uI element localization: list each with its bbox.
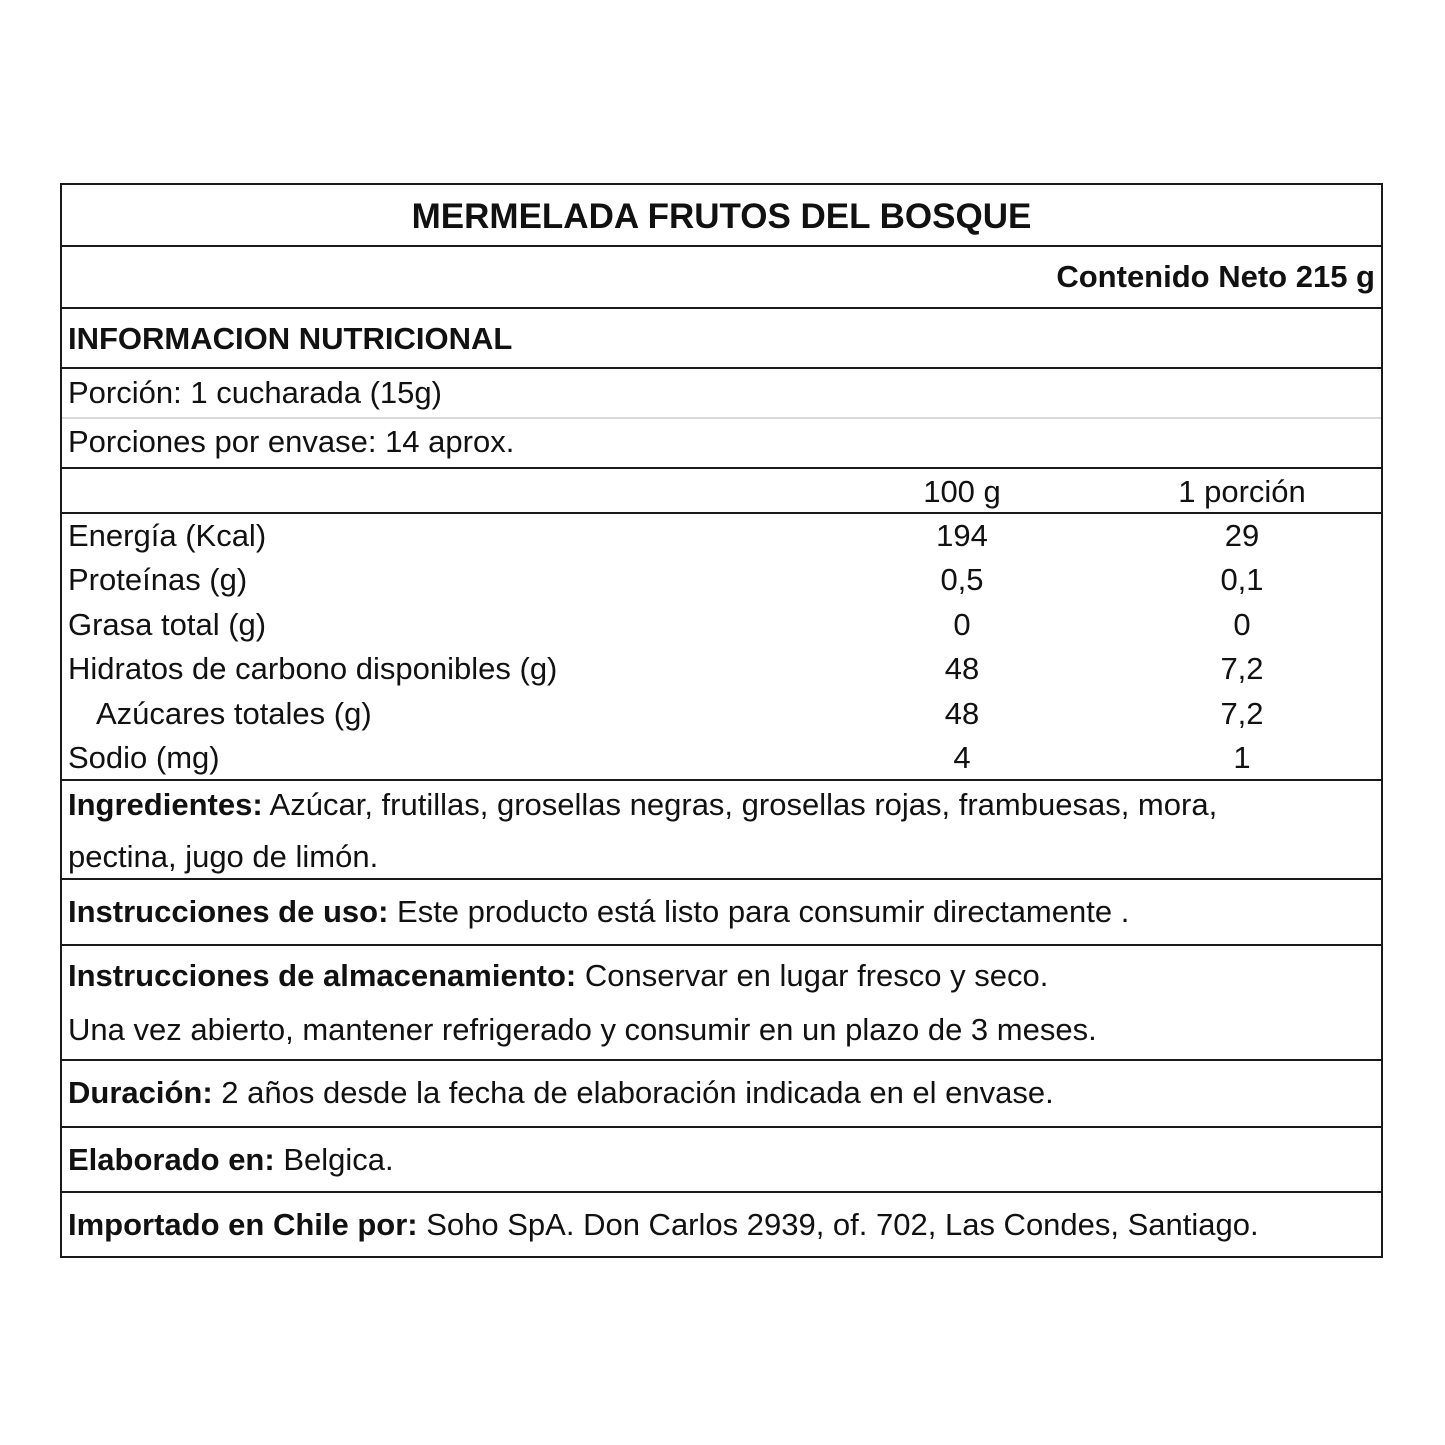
nutrient-table <box>62 514 1381 781</box>
duration-text: 2 años desde la fecha de elaboración indicada en el envase. <box>212 1075 1054 1110</box>
nutrient-value-100g: 0 <box>953 607 971 642</box>
nutrient-value-portion: 7,2 <box>1220 651 1264 686</box>
nutrient-name: Energía (Kcal) <box>68 518 267 553</box>
usage-label: Instrucciones de uso: <box>68 894 389 929</box>
usage-row <box>62 880 1381 946</box>
nutrient-name: Proteínas (g) <box>68 562 248 597</box>
made-in-row <box>62 1128 1381 1193</box>
net-content-row <box>62 247 1381 309</box>
storage-line-1 <box>68 958 1048 994</box>
nutrient-value-100g: 194 <box>936 518 988 553</box>
nutrient-value-100g: 0,5 <box>940 562 984 597</box>
made-in-line <box>68 1142 394 1178</box>
section-title-row <box>62 309 1381 369</box>
duration-row <box>62 1061 1381 1128</box>
portion-text: Porción: 1 cucharada (15g) <box>68 375 442 410</box>
importer-label: Importado en Chile por: <box>68 1207 418 1242</box>
importer-line <box>68 1207 1259 1243</box>
made-in-label: Elaborado en: <box>68 1142 275 1177</box>
net-content: Contenido Neto 215 g <box>1056 259 1375 294</box>
portions-row <box>62 419 1381 469</box>
nutrient-row <box>62 692 1381 736</box>
column-header-row <box>62 469 1381 514</box>
made-in-text: Belgica. <box>274 1142 394 1177</box>
importer-row <box>62 1193 1381 1256</box>
nutrient-row <box>62 558 1381 602</box>
portion-row <box>62 369 1381 419</box>
nutrition-label <box>60 183 1383 1258</box>
storage-label: Instrucciones de almacenamiento: <box>68 958 577 993</box>
nutrient-name: Azúcares totales (g) <box>96 696 372 731</box>
nutrient-value-portion: 1 <box>1233 740 1251 775</box>
nutrient-row <box>62 514 1381 558</box>
importer-text: Soho SpA. Don Carlos 2939, of. 702, Las Condes, Santiago. <box>417 1207 1259 1242</box>
nutrient-value-portion: 0,1 <box>1220 562 1264 597</box>
ingredients-label: Ingredientes: <box>68 787 263 822</box>
nutrient-name: Grasa total (g) <box>68 607 267 642</box>
nutrient-value-100g: 48 <box>944 696 980 731</box>
nutrient-value-portion: 0 <box>1233 607 1251 642</box>
nutrient-name: Sodio (mg) <box>68 740 220 775</box>
nutrient-value-100g: 4 <box>953 740 971 775</box>
storage-row <box>62 946 1381 1061</box>
column-header-portion: 1 porción <box>1178 474 1306 509</box>
storage-text: Conservar en lugar fresco y seco. <box>576 958 1049 993</box>
storage-line-2: Una vez abierto, mantener refrigerado y consumir en un plazo de 3 meses. <box>68 1012 1097 1047</box>
duration-label: Duración: <box>68 1075 213 1110</box>
title-row <box>62 185 1381 247</box>
nutrient-row <box>62 603 1381 647</box>
nutrient-row <box>62 736 1381 780</box>
portions-per-container: Porciones por envase: 14 aprox. <box>68 424 515 459</box>
section-title: INFORMACION NUTRICIONAL <box>68 321 513 356</box>
product-title: MERMELADA FRUTOS DEL BOSQUE <box>411 197 1032 236</box>
ingredients-line-2: pectina, jugo de limón. <box>68 839 379 874</box>
column-header-100g: 100 g <box>923 474 1001 509</box>
nutrient-value-100g: 48 <box>944 651 980 686</box>
nutrient-row <box>62 647 1381 691</box>
ingredients-line-1 <box>68 787 1217 823</box>
usage-text: Este producto está listo para consumir directamente . <box>388 894 1130 929</box>
usage-line <box>68 894 1129 930</box>
ingredients-text: Azúcar, frutillas, grosellas negras, grosellas rojas, frambuesas, mora, <box>262 787 1218 822</box>
nutrient-value-portion: 29 <box>1224 518 1260 553</box>
nutrient-name: Hidratos de carbono disponibles (g) <box>68 651 558 686</box>
duration-line <box>68 1075 1054 1111</box>
nutrient-value-portion: 7,2 <box>1220 696 1264 731</box>
ingredients-row <box>62 781 1381 880</box>
